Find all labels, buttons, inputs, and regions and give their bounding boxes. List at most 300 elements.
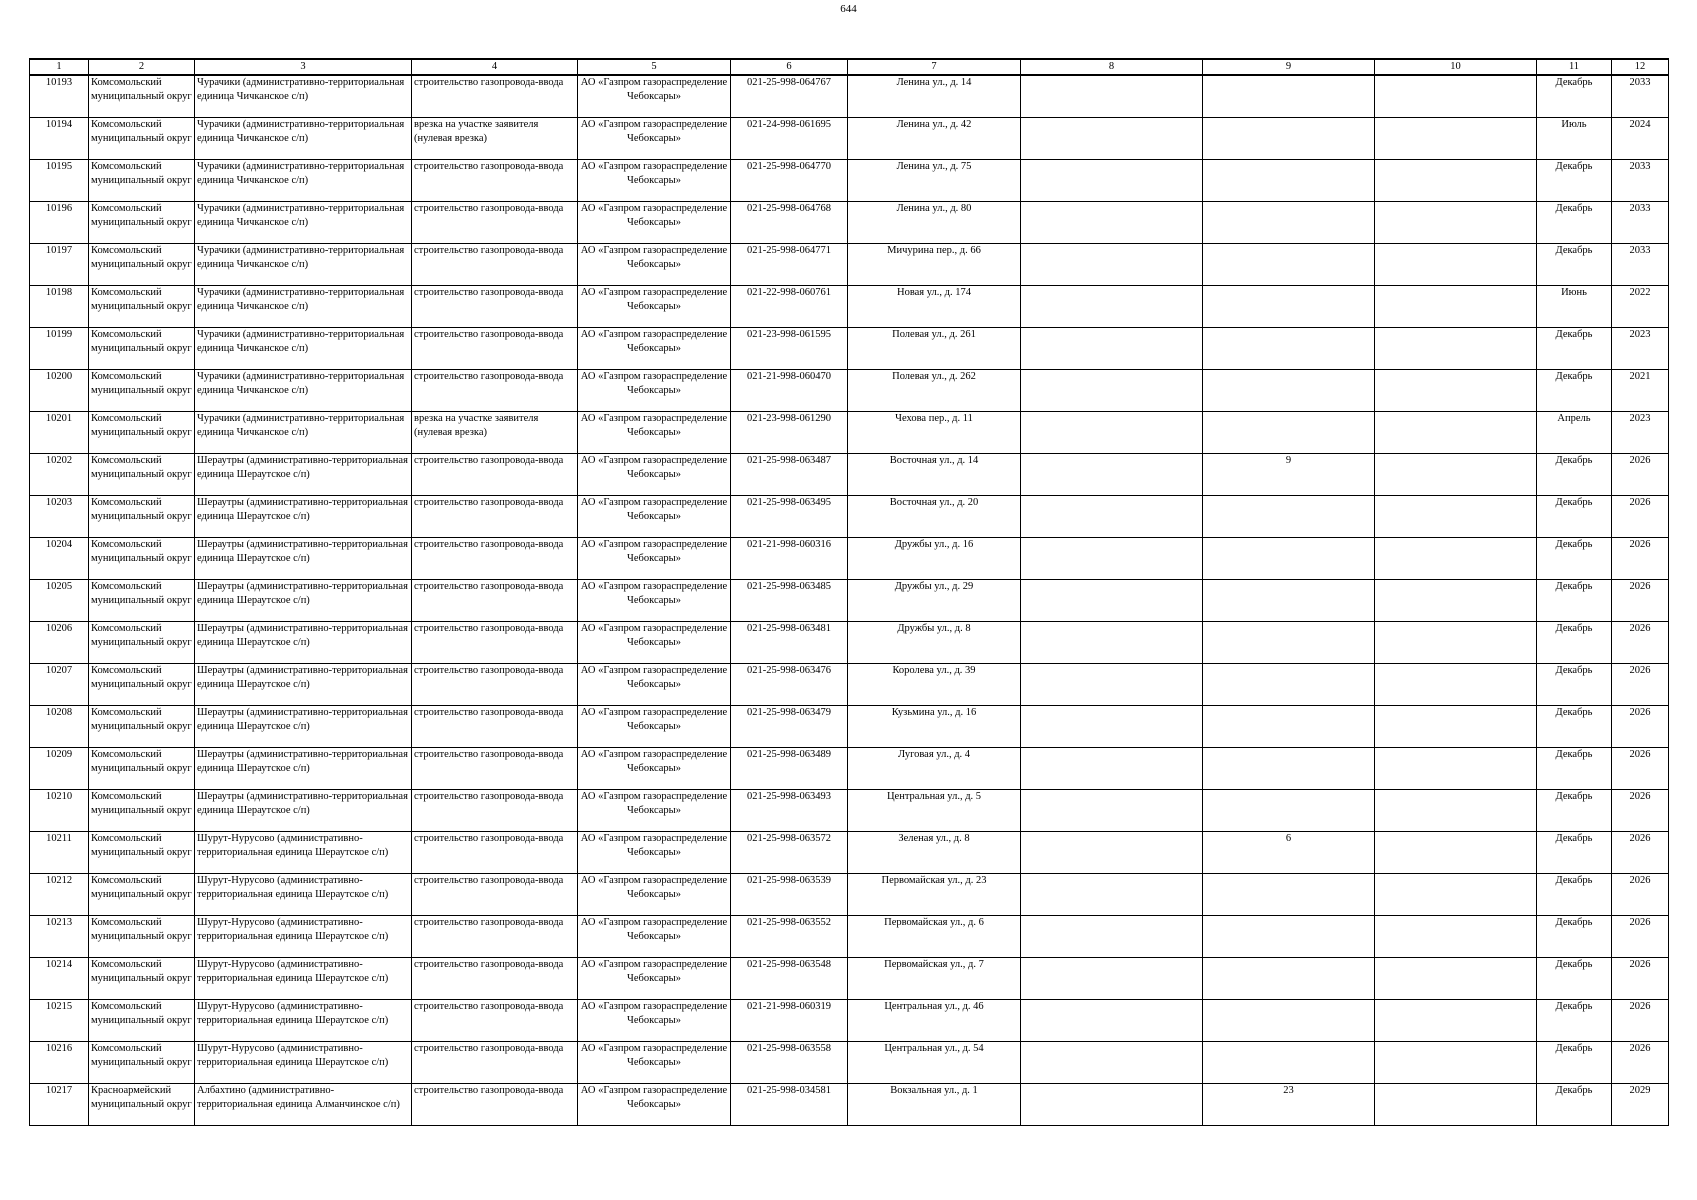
district-cell — [89, 286, 195, 328]
row-number-text: 10210 — [45, 791, 73, 802]
settlement-text: Шераутры (административно-территориальная единица Шераутское с/п) — [197, 665, 408, 690]
month-text: Декабрь — [1555, 1085, 1593, 1096]
organization-cell — [578, 832, 731, 874]
work-type-text: строительство газопровода-ввода — [414, 623, 564, 634]
year-text: 2029 — [1629, 1085, 1651, 1096]
column-10-cell — [1375, 1084, 1537, 1126]
month-cell — [1537, 496, 1612, 538]
month-text: Декабрь — [1555, 497, 1593, 508]
year-cell — [1612, 790, 1669, 832]
district-cell — [89, 790, 195, 832]
column-10-cell — [1375, 874, 1537, 916]
table-row — [30, 790, 1669, 832]
work-type-text: строительство газопровода-ввода — [414, 917, 564, 928]
district-text: Комсомольский муниципальный округ — [91, 1043, 192, 1068]
district-text: Комсомольский муниципальный округ — [91, 917, 192, 942]
column-8-cell — [1021, 916, 1203, 958]
year-text: 2026 — [1629, 623, 1651, 634]
organization-text: АО «Газпром газораспределение Чебоксары» — [580, 245, 728, 270]
district-text: Комсомольский муниципальный округ — [91, 119, 192, 144]
table-row — [30, 580, 1669, 622]
column-9-text — [1205, 76, 1372, 117]
column-10-cell — [1375, 118, 1537, 160]
column-10-text — [1377, 622, 1534, 663]
column-10-text — [1377, 454, 1534, 495]
column-10-cell — [1375, 370, 1537, 412]
column-9-text — [1205, 244, 1372, 285]
address-cell — [848, 748, 1021, 790]
district-cell — [89, 1042, 195, 1084]
work-type-cell — [412, 118, 578, 160]
column-9-cell — [1203, 1042, 1375, 1084]
year-cell — [1612, 496, 1669, 538]
column-10-cell — [1375, 286, 1537, 328]
organization-cell — [578, 118, 731, 160]
table-row — [30, 538, 1669, 580]
application-number-text: 021-21-998-060470 — [747, 371, 831, 382]
address-text: Восточная ул., д. 20 — [889, 497, 979, 508]
application-number-text: 021-25-998-064771 — [747, 245, 831, 256]
month-cell — [1537, 1084, 1612, 1126]
district-cell — [89, 412, 195, 454]
work-type-text: врезка на участке заявителя (нулевая врезка) — [414, 413, 539, 438]
row-number-cell — [30, 496, 89, 538]
settlement-text: Шераутры (административно-территориальная единица Шераутское с/п) — [197, 581, 408, 606]
organization-cell — [578, 1084, 731, 1126]
column-8-text — [1023, 160, 1200, 201]
row-number-cell — [30, 622, 89, 664]
year-cell — [1612, 118, 1669, 160]
column-8-cell — [1021, 1084, 1203, 1126]
column-9-cell — [1203, 244, 1375, 286]
page-number: 644 — [840, 3, 857, 15]
column-8-text — [1023, 538, 1200, 579]
work-type-cell — [412, 160, 578, 202]
column-10-cell — [1375, 412, 1537, 454]
work-type-text: строительство газопровода-ввода — [414, 455, 564, 466]
column-8-text — [1023, 328, 1200, 369]
year-text: 2026 — [1629, 959, 1651, 970]
column-9-cell — [1203, 202, 1375, 244]
column-9-cell — [1203, 1000, 1375, 1042]
column-8-text — [1023, 454, 1200, 495]
column-9-text: 9 — [1285, 455, 1292, 466]
address-cell — [848, 328, 1021, 370]
application-number-cell — [731, 286, 848, 328]
settlement-text: Чурачики (административно-территориальная единица Чичканское с/п) — [197, 329, 405, 354]
address-text: Центральная ул., д. 5 — [886, 791, 982, 802]
settlement-text: Шераутры (административно-территориальная единица Шераутское с/п) — [197, 749, 408, 774]
row-number-text: 10212 — [45, 875, 73, 886]
work-type-text: строительство газопровода-ввода — [414, 203, 564, 214]
settlement-cell — [195, 580, 412, 622]
address-cell — [848, 286, 1021, 328]
district-cell — [89, 580, 195, 622]
row-number-text: 10197 — [45, 245, 73, 256]
column-10-text — [1377, 706, 1534, 747]
table-row — [30, 118, 1669, 160]
address-cell — [848, 832, 1021, 874]
column-9-cell — [1203, 286, 1375, 328]
address-text: Восточная ул., д. 14 — [889, 455, 979, 466]
address-cell — [848, 1000, 1021, 1042]
address-text: Королева ул., д. 39 — [892, 665, 976, 676]
column-8-cell — [1021, 160, 1203, 202]
work-type-text: строительство газопровода-ввода — [414, 539, 564, 550]
application-number-cell — [731, 958, 848, 1000]
work-type-cell — [412, 706, 578, 748]
organization-text: АО «Газпром газораспределение Чебоксары» — [580, 1043, 728, 1068]
work-type-cell — [412, 538, 578, 580]
month-cell — [1537, 580, 1612, 622]
district-text: Комсомольский муниципальный округ — [91, 875, 192, 900]
work-type-text: строительство газопровода-ввода — [414, 1043, 564, 1054]
column-10-cell — [1375, 580, 1537, 622]
address-cell — [848, 874, 1021, 916]
row-number-cell — [30, 160, 89, 202]
work-type-cell — [412, 244, 578, 286]
year-text: 2026 — [1629, 1001, 1651, 1012]
row-number-text: 10201 — [45, 413, 73, 424]
work-type-cell — [412, 370, 578, 412]
work-type-text: строительство газопровода-ввода — [414, 245, 564, 256]
year-text: 2023 — [1629, 329, 1651, 340]
row-number-cell — [30, 1042, 89, 1084]
row-number-cell — [30, 790, 89, 832]
row-number-text: 10208 — [45, 707, 73, 718]
application-number-cell — [731, 1042, 848, 1084]
address-cell — [848, 790, 1021, 832]
column-9-text — [1205, 874, 1372, 915]
row-number-cell — [30, 958, 89, 1000]
row-number-cell — [30, 1000, 89, 1042]
application-number-cell — [731, 370, 848, 412]
year-text: 2033 — [1629, 245, 1651, 256]
column-9-cell — [1203, 748, 1375, 790]
application-number-cell — [731, 244, 848, 286]
organization-text: АО «Газпром газораспределение Чебоксары» — [580, 917, 728, 942]
address-cell — [848, 370, 1021, 412]
month-cell — [1537, 286, 1612, 328]
column-9-cell — [1203, 328, 1375, 370]
organization-cell — [578, 496, 731, 538]
year-text: 2033 — [1629, 77, 1651, 88]
district-cell — [89, 118, 195, 160]
column-10-text — [1377, 790, 1534, 831]
work-type-text: строительство газопровода-ввода — [414, 371, 564, 382]
column-9-cell — [1203, 916, 1375, 958]
district-text: Комсомольский муниципальный округ — [91, 203, 192, 228]
organization-cell — [578, 75, 731, 118]
row-number-text: 10203 — [45, 497, 73, 508]
application-number-text: 021-25-998-063495 — [747, 497, 831, 508]
address-text: Дружбы ул., д. 29 — [894, 581, 974, 592]
row-number-cell — [30, 832, 89, 874]
settlement-cell — [195, 664, 412, 706]
month-cell — [1537, 244, 1612, 286]
organization-text: АО «Газпром газораспределение Чебоксары» — [580, 749, 728, 774]
work-type-cell — [412, 622, 578, 664]
column-9-text — [1205, 1042, 1372, 1083]
column-header-3: 3 — [195, 59, 412, 75]
organization-text: АО «Газпром газораспределение Чебоксары» — [580, 791, 728, 816]
district-text: Комсомольский муниципальный округ — [91, 749, 192, 774]
month-cell — [1537, 454, 1612, 496]
row-number-text: 10200 — [45, 371, 73, 382]
table-row — [30, 622, 1669, 664]
column-10-cell — [1375, 454, 1537, 496]
column-10-cell — [1375, 1042, 1537, 1084]
settlement-cell — [195, 1084, 412, 1126]
year-text: 2026 — [1629, 833, 1651, 844]
column-10-cell — [1375, 706, 1537, 748]
work-type-cell — [412, 916, 578, 958]
column-header-11: 11 — [1537, 59, 1612, 75]
address-cell — [848, 496, 1021, 538]
work-type-text: строительство газопровода-ввода — [414, 287, 564, 298]
month-cell — [1537, 328, 1612, 370]
application-number-text: 021-25-998-063476 — [747, 665, 831, 676]
address-text: Ленина ул., д. 14 — [896, 77, 972, 88]
settlement-text: Шераутры (административно-территориальная единица Шераутское с/п) — [197, 791, 408, 816]
column-8-text — [1023, 958, 1200, 999]
application-number-text: 021-21-998-060316 — [747, 539, 831, 550]
application-number-text: 021-25-998-063548 — [747, 959, 831, 970]
month-text: Декабрь — [1555, 77, 1593, 88]
organization-cell — [578, 580, 731, 622]
application-number-cell — [731, 916, 848, 958]
settlement-text: Шурут-Нурусово (административно-территориальная единица Шераутское с/п) — [197, 833, 389, 858]
address-text: Кузьмина ул., д. 16 — [891, 707, 977, 718]
column-9-text — [1205, 118, 1372, 159]
column-10-text — [1377, 748, 1534, 789]
district-cell — [89, 874, 195, 916]
year-cell — [1612, 244, 1669, 286]
district-text: Комсомольский муниципальный округ — [91, 245, 192, 270]
settlement-cell — [195, 748, 412, 790]
address-text: Луговая ул., д. 4 — [897, 749, 971, 760]
column-header-6: 6 — [731, 59, 848, 75]
column-8-cell — [1021, 622, 1203, 664]
column-8-cell — [1021, 118, 1203, 160]
column-8-cell — [1021, 664, 1203, 706]
work-type-cell — [412, 454, 578, 496]
organization-text: АО «Газпром газораспределение Чебоксары» — [580, 203, 728, 228]
column-10-cell — [1375, 832, 1537, 874]
month-cell — [1537, 706, 1612, 748]
application-number-cell — [731, 622, 848, 664]
district-text: Комсомольский муниципальный округ — [91, 539, 192, 564]
settlement-cell — [195, 916, 412, 958]
application-number-cell — [731, 75, 848, 118]
work-type-text: строительство газопровода-ввода — [414, 77, 564, 88]
settlement-text: Шурут-Нурусово (административно-территориальная единица Шераутское с/п) — [197, 1043, 389, 1068]
application-number-text: 021-25-998-063489 — [747, 749, 831, 760]
month-text: Декабрь — [1555, 203, 1593, 214]
district-cell — [89, 244, 195, 286]
work-type-cell — [412, 412, 578, 454]
organization-cell — [578, 916, 731, 958]
settlement-text: Чурачики (административно-территориальная единица Чичканское с/п) — [197, 245, 405, 270]
month-text: Декабрь — [1555, 791, 1593, 802]
column-header-10: 10 — [1375, 59, 1537, 75]
work-type-text: строительство газопровода-ввода — [414, 833, 564, 844]
column-10-cell — [1375, 75, 1537, 118]
table-row — [30, 286, 1669, 328]
district-text: Комсомольский муниципальный округ — [91, 665, 192, 690]
year-text: 2026 — [1629, 791, 1651, 802]
column-8-text — [1023, 1000, 1200, 1041]
application-number-cell — [731, 874, 848, 916]
month-text: Декабрь — [1555, 1043, 1593, 1054]
work-type-text: строительство газопровода-ввода — [414, 875, 564, 886]
address-cell — [848, 706, 1021, 748]
organization-text: АО «Газпром газораспределение Чебоксары» — [580, 329, 728, 354]
column-9-text — [1205, 370, 1372, 411]
year-cell — [1612, 748, 1669, 790]
column-8-text — [1023, 202, 1200, 243]
year-cell — [1612, 958, 1669, 1000]
application-number-cell — [731, 202, 848, 244]
year-cell — [1612, 160, 1669, 202]
table-row — [30, 664, 1669, 706]
work-type-cell — [412, 328, 578, 370]
settlement-cell — [195, 286, 412, 328]
organization-cell — [578, 958, 731, 1000]
column-10-text — [1377, 76, 1534, 117]
row-number-text: 10206 — [45, 623, 73, 634]
year-cell — [1612, 1042, 1669, 1084]
settlement-cell — [195, 790, 412, 832]
district-cell — [89, 1000, 195, 1042]
table-body — [30, 75, 1669, 1126]
application-number-cell — [731, 328, 848, 370]
column-header-1: 1 — [30, 59, 89, 75]
month-text: Декабрь — [1555, 665, 1593, 676]
column-9-cell — [1203, 160, 1375, 202]
row-number-cell — [30, 118, 89, 160]
column-9-cell — [1203, 118, 1375, 160]
month-text: Декабрь — [1555, 707, 1593, 718]
address-text: Ленина ул., д. 80 — [896, 203, 972, 214]
column-8-cell — [1021, 202, 1203, 244]
settlement-cell — [195, 75, 412, 118]
column-9-text: 23 — [1283, 1085, 1294, 1096]
month-text: Декабрь — [1555, 581, 1593, 592]
column-10-text — [1377, 832, 1534, 873]
district-cell — [89, 832, 195, 874]
address-text: Первомайская ул., д. 23 — [881, 875, 987, 886]
year-cell — [1612, 664, 1669, 706]
column-8-cell — [1021, 412, 1203, 454]
column-header-4: 4 — [412, 59, 578, 75]
work-type-text: строительство газопровода-ввода — [414, 581, 564, 592]
organization-text: АО «Газпром газораспределение Чебоксары» — [580, 119, 728, 144]
work-type-text: строительство газопровода-ввода — [414, 665, 564, 676]
column-9-cell — [1203, 874, 1375, 916]
column-8-text — [1023, 748, 1200, 789]
application-number-cell — [731, 1000, 848, 1042]
settlement-cell — [195, 118, 412, 160]
year-cell — [1612, 286, 1669, 328]
settlement-text: Шурут-Нурусово (административно-территориальная единица Шераутское с/п) — [197, 959, 389, 984]
settlement-cell — [195, 1000, 412, 1042]
row-number-text: 10215 — [45, 1001, 73, 1012]
column-8-cell — [1021, 370, 1203, 412]
organization-text: АО «Газпром газораспределение Чебоксары» — [580, 581, 728, 606]
organization-cell — [578, 244, 731, 286]
organization-text: АО «Газпром газораспределение Чебоксары» — [580, 287, 728, 312]
address-cell — [848, 622, 1021, 664]
district-text: Комсомольский муниципальный округ — [91, 413, 192, 438]
district-cell — [89, 706, 195, 748]
month-text: Декабрь — [1555, 749, 1593, 760]
row-number-cell — [30, 286, 89, 328]
month-cell — [1537, 790, 1612, 832]
organization-text: АО «Газпром газораспределение Чебоксары» — [580, 707, 728, 732]
district-text: Комсомольский муниципальный округ — [91, 581, 192, 606]
column-10-text — [1377, 286, 1534, 327]
column-10-text — [1377, 1000, 1534, 1041]
application-number-text: 021-25-998-063539 — [747, 875, 831, 886]
row-number-text: 10209 — [45, 749, 73, 760]
column-9-cell — [1203, 496, 1375, 538]
month-cell — [1537, 916, 1612, 958]
table-row — [30, 706, 1669, 748]
settlement-text: Шурут-Нурусово (административно-территориальная единица Шераутское с/п) — [197, 1001, 389, 1026]
address-text: Центральная ул., д. 46 — [884, 1001, 984, 1012]
column-9-cell — [1203, 538, 1375, 580]
work-type-cell — [412, 1042, 578, 1084]
column-9-cell — [1203, 664, 1375, 706]
month-cell — [1537, 412, 1612, 454]
settlement-cell — [195, 706, 412, 748]
table-row — [30, 832, 1669, 874]
row-number-cell — [30, 538, 89, 580]
address-text: Центральная ул., д. 54 — [884, 1043, 984, 1054]
application-number-text: 021-25-998-063485 — [747, 581, 831, 592]
address-cell — [848, 580, 1021, 622]
address-cell — [848, 75, 1021, 118]
column-8-cell — [1021, 832, 1203, 874]
table-row — [30, 202, 1669, 244]
application-number-cell — [731, 748, 848, 790]
address-text: Ленина ул., д. 42 — [896, 119, 972, 130]
address-text: Ленина ул., д. 75 — [896, 161, 972, 172]
month-cell — [1537, 664, 1612, 706]
column-10-text — [1377, 412, 1534, 453]
address-text: Дружбы ул., д. 16 — [894, 539, 974, 550]
column-9-cell — [1203, 622, 1375, 664]
table-row — [30, 75, 1669, 118]
district-cell — [89, 328, 195, 370]
table-row — [30, 874, 1669, 916]
address-cell — [848, 538, 1021, 580]
settlement-text: Чурачики (административно-территориальная единица Чичканское с/п) — [197, 287, 405, 312]
column-9-text — [1205, 664, 1372, 705]
organization-cell — [578, 370, 731, 412]
column-9-cell — [1203, 412, 1375, 454]
month-text: Декабрь — [1555, 623, 1593, 634]
column-10-cell — [1375, 622, 1537, 664]
table-row — [30, 370, 1669, 412]
column-8-cell — [1021, 748, 1203, 790]
table-row — [30, 160, 1669, 202]
settlement-text: Шурут-Нурусово (административно-территориальная единица Шераутское с/п) — [197, 917, 389, 942]
application-number-cell — [731, 454, 848, 496]
application-number-cell — [731, 160, 848, 202]
district-text: Комсомольский муниципальный округ — [91, 287, 192, 312]
